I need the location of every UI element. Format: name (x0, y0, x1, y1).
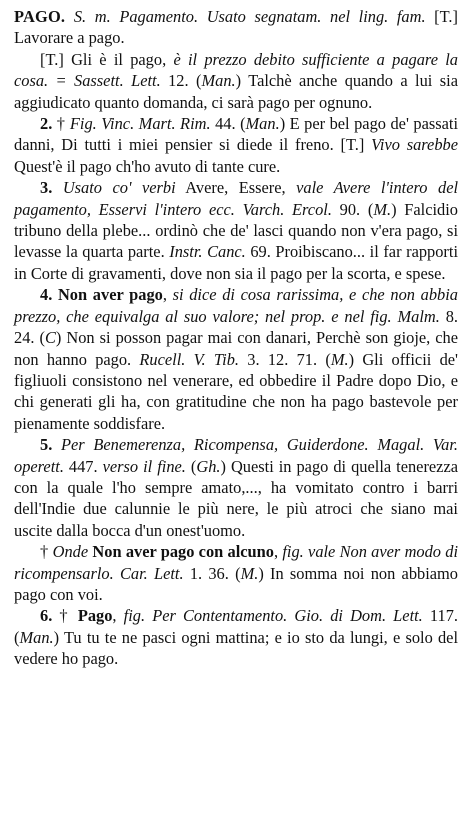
entry-text-run: 69. Proibiscano... il far rapporti in Corte di gravamenti, dove non sia il pago per la scorta, e spese. (14, 242, 458, 283)
entry-text-run: [T.] Gli è il pago, (40, 49, 174, 69)
entry-paragraph (14, 284, 458, 434)
sense-number: 5. (40, 435, 53, 455)
sense-number: 3. (40, 178, 53, 198)
entry-text-run: è il prezzo debito sufficiente a pagare la cosa. = Sassett. Lett. (14, 49, 458, 91)
entry-text-run: , (112, 606, 124, 626)
entry-text-run: verso il fine. (102, 456, 186, 476)
sense-number: 6. (40, 606, 53, 626)
entry-text-run: Rucell. V. Tib. (139, 349, 239, 369)
entry-text-run: vale Avere l'intero del pagamento, Esservi l'intero ecc. Varch. Ercol. (14, 178, 459, 219)
entry-text-run: , (274, 542, 283, 562)
entry-text-run: M. (240, 563, 259, 583)
entry-text-run: 447. (63, 456, 103, 476)
entry-text-run: ) Gli officii de' figliuoli consistono nel venerare, ed obbedire il Padre dopo Dio, e chi generati gli ha, con gratitudine che non ha pago bastevole per pienamente soddisfare. (14, 349, 458, 433)
entry-text-run: M. (330, 349, 349, 369)
dictionary-entry-pago (14, 6, 458, 670)
entry-text-run: Onde (52, 542, 89, 562)
entry-paragraph (14, 49, 458, 113)
entry-text-run: ) In somma noi non abbiamo pago con voi. (14, 563, 458, 604)
entry-text-run: ) E per bel pago de' passati danni, Di tutti i miei pensier si diede il freno. [T.] (14, 114, 459, 155)
entry-text-run: 4. Non aver pago (40, 285, 163, 305)
headword: PAGO. (14, 7, 66, 26)
entry-text-run: Gh. (196, 456, 221, 476)
entry-text-run: fig. vale Non aver modo di ricompensarlo. Car. Lett. (14, 542, 459, 583)
entry-text-run: Per Benemerenza, Ricompensa, Guiderdone. Magal. Var. operett. (14, 435, 458, 476)
entry-text-run: Vivo sarebbe (371, 135, 458, 155)
entry-text-run (65, 7, 74, 26)
entry-paragraph (14, 434, 458, 541)
entry-text-run: S. m. Pagamento. Usato segnatam. nel ling. fam. (73, 7, 426, 26)
entry-text-run: Pago (77, 606, 113, 626)
entry-text-run: Fig. Vinc. Mart. Rim. (69, 114, 211, 134)
entry-text-run: † (40, 542, 53, 562)
entry-paragraph (14, 177, 458, 284)
entry-text-run: 90. ( (331, 199, 374, 219)
entry-text-run: Man. (245, 114, 280, 134)
entry-text-run: ) Falcidio tribuno della plebe... ordinò che de' lasci quando non v'era pago, si levasse la quarta parte. (14, 199, 458, 262)
entry-text-run: ( (185, 456, 197, 476)
entry-text-run (52, 178, 63, 197)
sense-number: 2. (40, 114, 53, 134)
entry-text-run: 117. ( (14, 606, 458, 647)
entry-text-run: C (44, 328, 56, 348)
entry-text-run: Usato co' verbi (62, 178, 176, 198)
entry-text-run: Man. (19, 627, 54, 647)
entry-text-run: si dice di cosa rarissima, e che non abbia prezzo, che equivalga al suo valore; nel prop. e nel fig. Malm. (14, 285, 458, 326)
entry-text-run: 12. ( (160, 71, 202, 91)
entry-text-run: , (162, 285, 173, 305)
entry-text-run: Instr. Canc. (169, 242, 246, 262)
entry-text-run: Quest'è il pago ch'ho avuto di tante cure. (14, 156, 281, 176)
entry-text-run: fig. Per Contentamento. Gio. di Dom. Lett. (123, 606, 423, 626)
entry-text-run: Man. (201, 71, 236, 91)
entry-text-run: Non aver pago con alcuno (92, 542, 274, 562)
entry-text-run (52, 435, 61, 454)
entry-text-run: Avere, Essere, (175, 178, 297, 198)
entry-text-run: ) Talchè anche quando a lui sia aggiudicato quanto domanda, ci sarà pago per ognuno. (14, 71, 458, 112)
entry-text-run: † (52, 606, 78, 626)
entry-paragraph (14, 605, 458, 669)
entry-paragraph (14, 6, 458, 49)
entry-text-run: 44. ( (210, 114, 246, 134)
entry-text-run: M. (373, 199, 392, 219)
entry-text-run: 1. 36. ( (183, 563, 241, 583)
entry-paragraph (14, 113, 458, 177)
entry-text-run: 3. 12. 71. ( (239, 349, 331, 369)
entry-text-run: † (52, 114, 70, 134)
entry-text-run: [T.] Lavorare a pago. (14, 7, 458, 48)
entry-text-run: ) Questi in pago di quella tenerezza con la quale l'ho sempre amato,..., ha vomitato contro i barri dell'Indie due calunnie le più nere, le più atroci che siano mai uscite dalla bocca d'un onest'uomo. (14, 456, 458, 540)
entry-paragraph (14, 541, 458, 605)
entry-text-run: ) Tu tu te ne pasci ogni mattina; e io sto da lungi, e solo del vedere ho pago. (14, 627, 458, 669)
entry-text-run: ) Non si posson pagar mai con danari, Perchè son gioje, che non hanno pago. (14, 328, 459, 369)
entry-text-run: 8. 24. ( (14, 306, 459, 348)
